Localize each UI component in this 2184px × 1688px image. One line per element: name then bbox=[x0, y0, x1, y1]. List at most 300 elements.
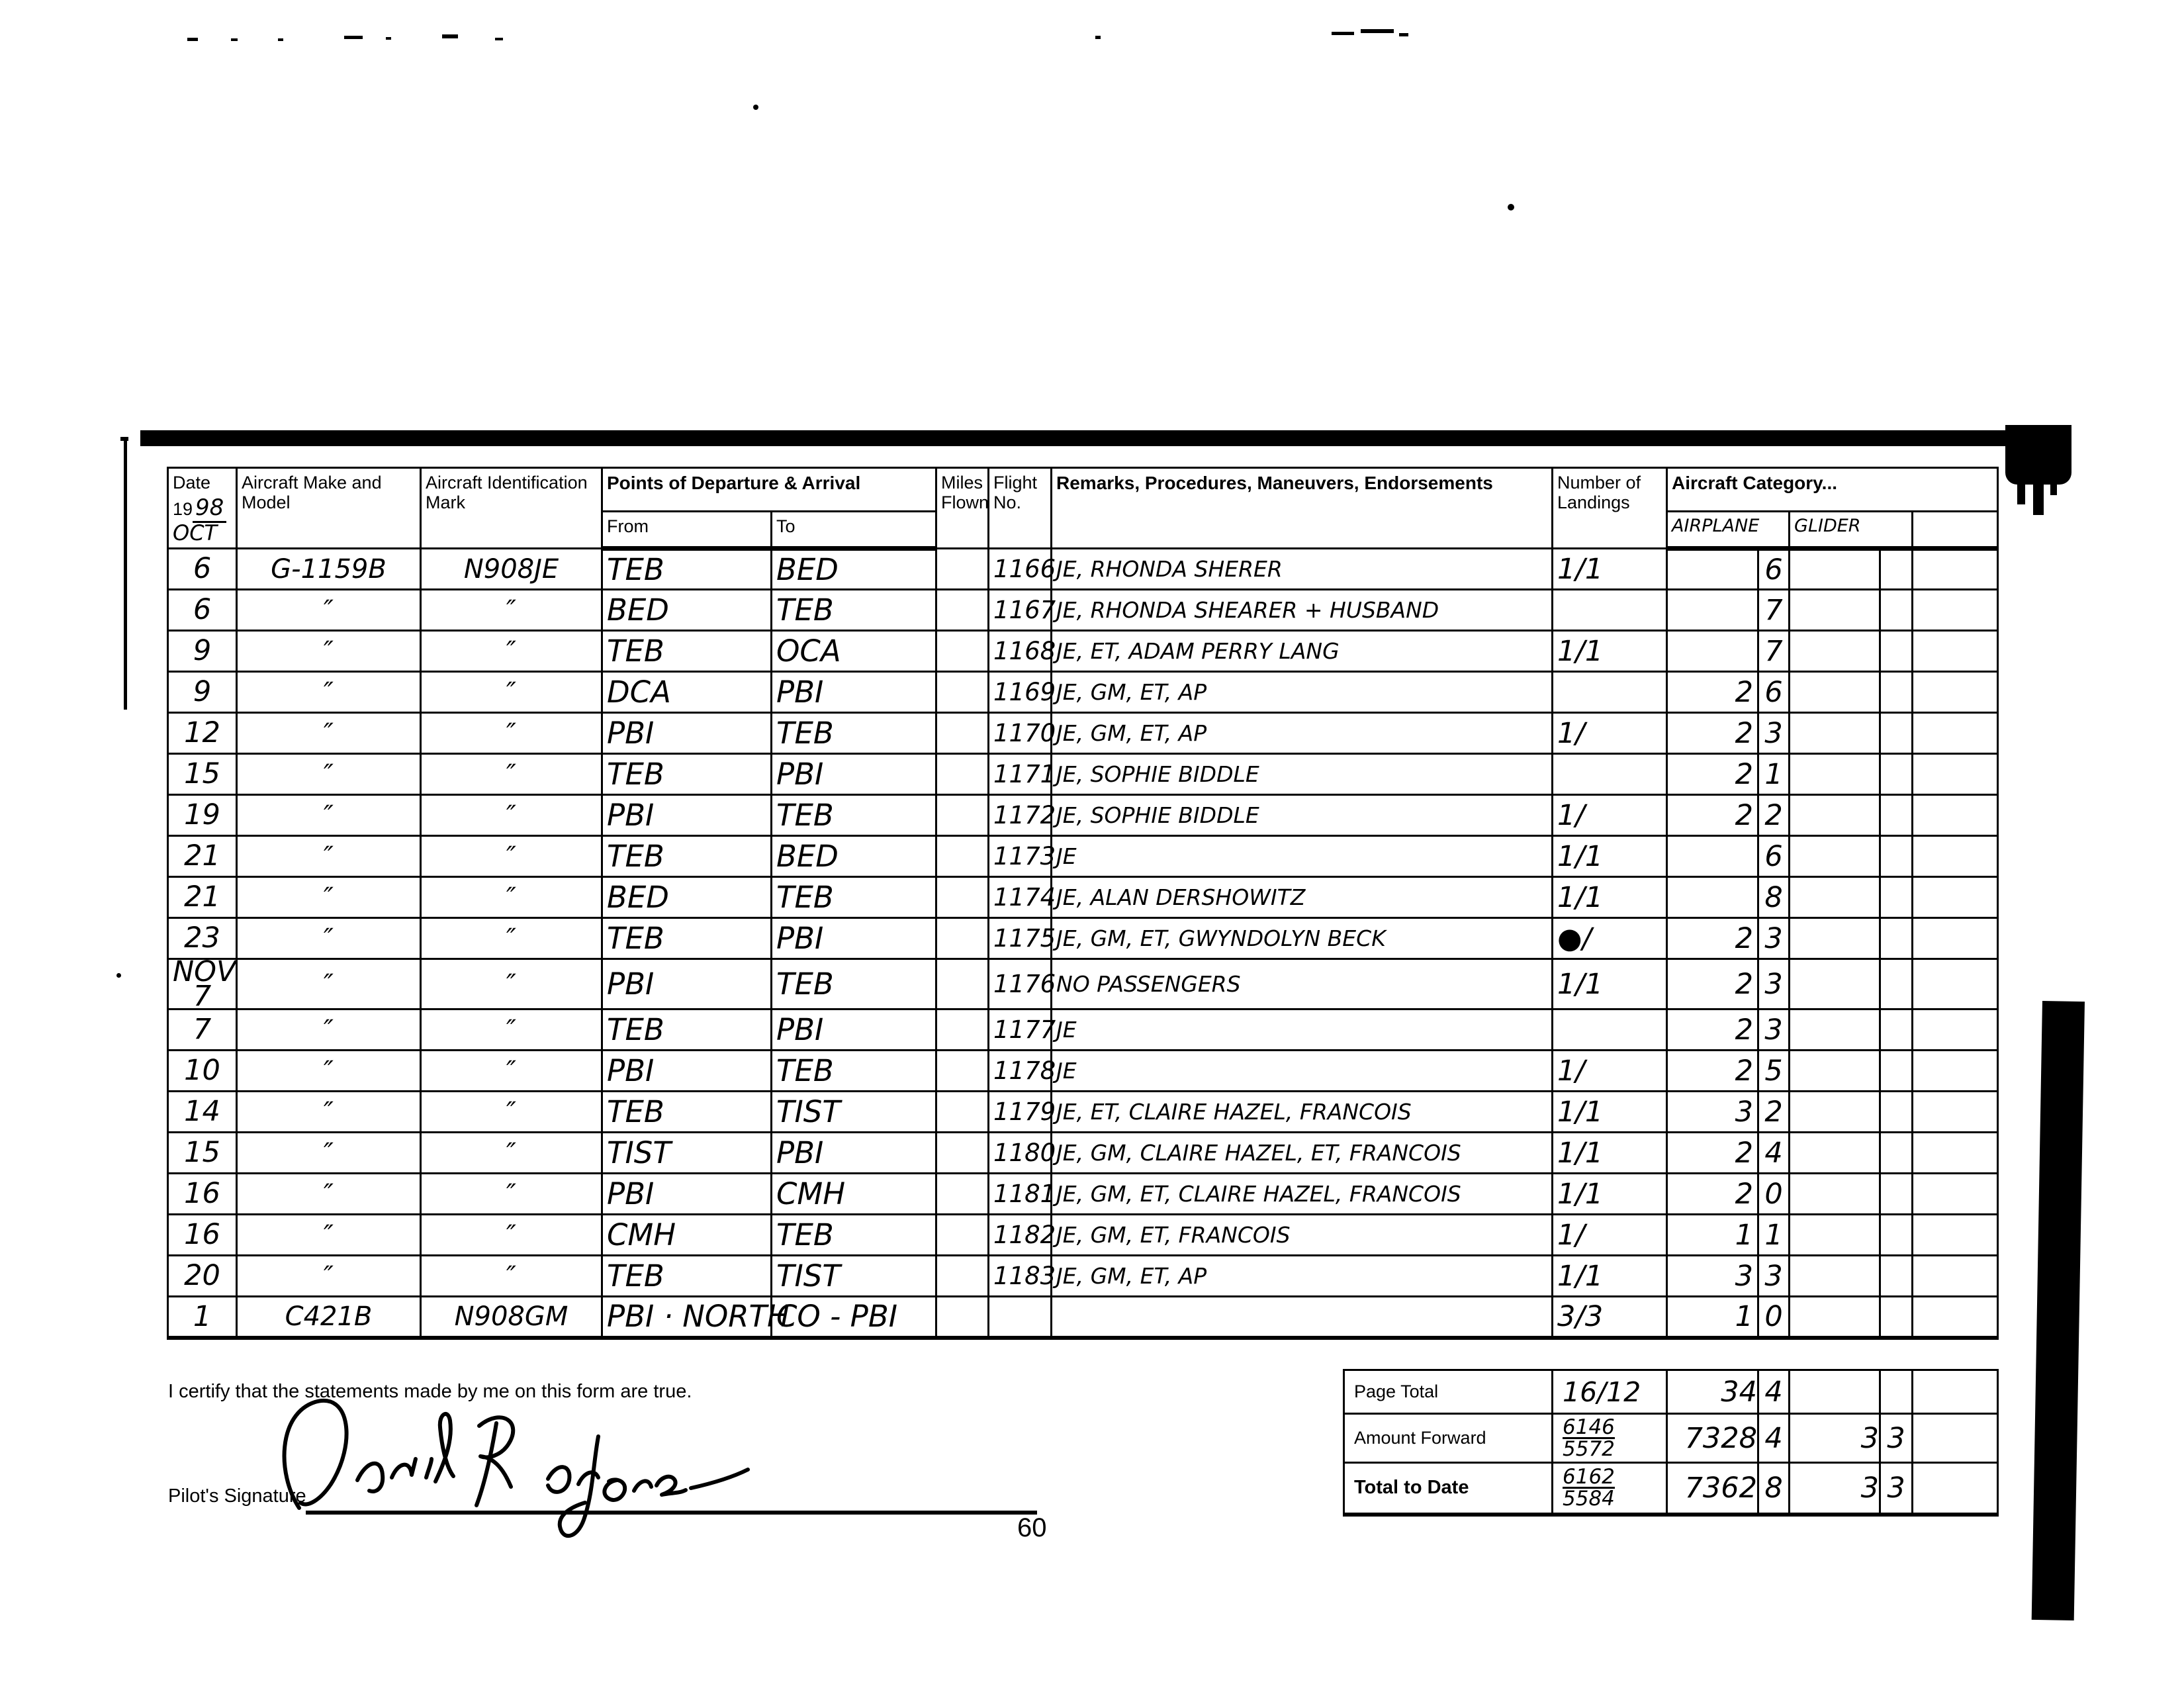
gl-t-cell bbox=[1880, 631, 1913, 672]
gl-t-cell bbox=[1880, 959, 1913, 1009]
scan-artifact bbox=[1361, 29, 1394, 33]
make-cell: ″ bbox=[237, 877, 421, 918]
ident-cell: ″ bbox=[421, 877, 602, 918]
remarks-cell: JE, ET, CLAIRE HAZEL, FRANCOIS bbox=[1052, 1092, 1553, 1133]
page-total-airplane-hours: 34 bbox=[1667, 1370, 1758, 1414]
ap-h-cell: 2 bbox=[1667, 918, 1758, 959]
ap-h-cell: 2 bbox=[1667, 1009, 1758, 1051]
gl-h-cell bbox=[1790, 918, 1880, 959]
scan-artifact bbox=[116, 973, 121, 978]
gl-t-cell bbox=[1880, 918, 1913, 959]
log-row bbox=[168, 1092, 1998, 1133]
total-to-date-row bbox=[1344, 1463, 1998, 1515]
log-row bbox=[168, 1051, 1998, 1092]
miles-cell bbox=[936, 959, 989, 1009]
extra-cell bbox=[1913, 754, 1998, 795]
gl-h-cell bbox=[1790, 1051, 1880, 1092]
ap-t-cell: 6 bbox=[1758, 672, 1790, 713]
date-cell: NOV 7 bbox=[168, 959, 237, 1009]
miles-cell bbox=[936, 918, 989, 959]
amount-forward-airplane-tenths: 4 bbox=[1758, 1414, 1790, 1463]
ident-cell: N908GM bbox=[421, 1297, 602, 1338]
date-cell: 6 bbox=[168, 549, 237, 590]
scan-artifact bbox=[344, 36, 363, 39]
miles-cell bbox=[936, 1051, 989, 1092]
ap-t-cell: 2 bbox=[1758, 795, 1790, 836]
to-cell: BED bbox=[772, 836, 936, 877]
make-cell: ″ bbox=[237, 590, 421, 631]
ap-h-cell bbox=[1667, 877, 1758, 918]
scan-artifact bbox=[1399, 33, 1408, 36]
remarks-cell: JE, GM, CLAIRE HAZEL, ET, FRANCOIS bbox=[1052, 1133, 1553, 1174]
from-cell: PBI bbox=[602, 1051, 772, 1092]
ap-h-cell: 2 bbox=[1667, 1051, 1758, 1092]
make-cell: ″ bbox=[237, 713, 421, 754]
log-row bbox=[168, 590, 1998, 631]
make-cell: ″ bbox=[237, 918, 421, 959]
extra-cell bbox=[1913, 1215, 1998, 1256]
gl-t-cell bbox=[1880, 549, 1913, 590]
gl-t-cell bbox=[1880, 1174, 1913, 1215]
flight-cell: 1171 bbox=[989, 754, 1052, 795]
gl-h-cell bbox=[1790, 754, 1880, 795]
ident-cell: ″ bbox=[421, 631, 602, 672]
scan-artifact bbox=[386, 37, 391, 40]
ap-h-cell: 2 bbox=[1667, 959, 1758, 1009]
gl-t-cell bbox=[1880, 590, 1913, 631]
log-row bbox=[168, 1009, 1998, 1051]
flight-cell bbox=[989, 1297, 1052, 1338]
from-cell: TEB bbox=[602, 1092, 772, 1133]
gl-h-cell bbox=[1790, 836, 1880, 877]
flight-cell: 1173 bbox=[989, 836, 1052, 877]
log-row bbox=[168, 1297, 1998, 1338]
gl-t-cell bbox=[1880, 1009, 1913, 1051]
miles-cell bbox=[936, 877, 989, 918]
make-cell: ″ bbox=[237, 1051, 421, 1092]
miles-cell bbox=[936, 795, 989, 836]
log-row bbox=[168, 549, 1998, 590]
date-cell: 9 bbox=[168, 631, 237, 672]
landings-cell bbox=[1553, 590, 1667, 631]
log-row bbox=[168, 1174, 1998, 1215]
ident-cell: ″ bbox=[421, 795, 602, 836]
to-column-header: To bbox=[772, 512, 936, 549]
to-cell: PBI bbox=[772, 1009, 936, 1051]
gl-h-cell bbox=[1790, 1174, 1880, 1215]
extra-cell bbox=[1913, 836, 1998, 877]
ap-t-cell: 8 bbox=[1758, 877, 1790, 918]
page-total-airplane-tenths: 4 bbox=[1758, 1370, 1790, 1414]
flight-cell: 1182 bbox=[989, 1215, 1052, 1256]
from-cell: PBI bbox=[602, 1174, 772, 1215]
landings-cell: 1/ bbox=[1553, 1051, 1667, 1092]
gl-h-cell bbox=[1790, 672, 1880, 713]
from-cell: TEB bbox=[602, 549, 772, 590]
ident-cell: ″ bbox=[421, 754, 602, 795]
ap-t-cell: 0 bbox=[1758, 1297, 1790, 1338]
log-row bbox=[168, 918, 1998, 959]
gl-t-cell bbox=[1880, 672, 1913, 713]
miles-cell bbox=[936, 754, 989, 795]
airplane-subheader: AIRPLANE bbox=[1667, 512, 1790, 549]
amount-forward-glider-tenths: 3 bbox=[1880, 1414, 1913, 1463]
gl-h-cell bbox=[1790, 795, 1880, 836]
landings-cell: 1/ bbox=[1553, 1215, 1667, 1256]
flight-cell: 1176 bbox=[989, 959, 1052, 1009]
ap-h-cell: 2 bbox=[1667, 754, 1758, 795]
make-cell: ″ bbox=[237, 754, 421, 795]
extra-cell bbox=[1913, 713, 1998, 754]
to-cell: TEB bbox=[772, 713, 936, 754]
extra-cell bbox=[1913, 1174, 1998, 1215]
extra-cell bbox=[1913, 549, 1998, 590]
ident-cell: ″ bbox=[421, 1256, 602, 1297]
landings-cell: 1/1 bbox=[1553, 1133, 1667, 1174]
make-cell: ″ bbox=[237, 1009, 421, 1051]
month-handwritten: OCT bbox=[173, 520, 218, 546]
remarks-cell: JE, GM, ET, AP bbox=[1052, 1256, 1553, 1297]
from-cell: PBI bbox=[602, 959, 772, 1009]
gl-h-cell bbox=[1790, 1256, 1880, 1297]
ident-cell: ″ bbox=[421, 1009, 602, 1051]
ap-t-cell: 5 bbox=[1758, 1051, 1790, 1092]
glider-subheader: GLIDER bbox=[1790, 512, 1913, 549]
extra-cell bbox=[1913, 1092, 1998, 1133]
gl-h-cell bbox=[1790, 1092, 1880, 1133]
gl-h-cell bbox=[1790, 590, 1880, 631]
scan-artifact bbox=[124, 438, 127, 710]
gl-t-cell bbox=[1880, 754, 1913, 795]
landings-cell: 1/1 bbox=[1553, 1092, 1667, 1133]
scan-artifact bbox=[442, 34, 458, 38]
date-column-header bbox=[168, 468, 237, 549]
gl-t-cell bbox=[1880, 795, 1913, 836]
miles-cell bbox=[936, 549, 989, 590]
extra-cell bbox=[1913, 1133, 1998, 1174]
make-cell: ″ bbox=[237, 1215, 421, 1256]
scan-artifact bbox=[2032, 1001, 2085, 1620]
remarks-cell: JE, GM, ET, AP bbox=[1052, 713, 1553, 754]
landings-cell: 1/1 bbox=[1553, 631, 1667, 672]
total-to-date-label: Total to Date bbox=[1344, 1463, 1553, 1515]
log-row bbox=[168, 754, 1998, 795]
flight-cell: 1181 bbox=[989, 1174, 1052, 1215]
ident-cell: ″ bbox=[421, 672, 602, 713]
ap-t-cell: 1 bbox=[1758, 1215, 1790, 1256]
amount-forward-label: Amount Forward bbox=[1344, 1414, 1553, 1463]
pilot-signature-label: Pilot's Signature bbox=[168, 1485, 306, 1507]
date-cell: 16 bbox=[168, 1174, 237, 1215]
page-total-glider-hours bbox=[1790, 1370, 1880, 1414]
to-cell: TIST bbox=[772, 1092, 936, 1133]
from-cell: PBI bbox=[602, 795, 772, 836]
total-to-date-glider-tenths: 3 bbox=[1880, 1463, 1913, 1515]
flight-cell: 1172 bbox=[989, 795, 1052, 836]
log-row bbox=[168, 877, 1998, 918]
remarks-cell: JE, GM, ET, CLAIRE HAZEL, FRANCOIS bbox=[1052, 1174, 1553, 1215]
total-to-date-airplane-tenths: 8 bbox=[1758, 1463, 1790, 1515]
from-cell: TEB bbox=[602, 918, 772, 959]
miles-cell bbox=[936, 1174, 989, 1215]
flight-cell: 1178 bbox=[989, 1051, 1052, 1092]
date-cell: 19 bbox=[168, 795, 237, 836]
flight-cell: 1180 bbox=[989, 1133, 1052, 1174]
scan-artifact bbox=[187, 38, 198, 41]
ident-cell: ″ bbox=[421, 1133, 602, 1174]
extra-cell bbox=[1913, 918, 1998, 959]
make-cell: ″ bbox=[237, 836, 421, 877]
gl-t-cell bbox=[1880, 836, 1913, 877]
scan-artifact bbox=[2050, 477, 2057, 495]
pilot-signature bbox=[251, 1361, 794, 1553]
gl-t-cell bbox=[1880, 877, 1913, 918]
log-row bbox=[168, 795, 1998, 836]
ident-cell: ″ bbox=[421, 1092, 602, 1133]
miles-cell bbox=[936, 1297, 989, 1338]
ap-t-cell: 7 bbox=[1758, 631, 1790, 672]
miles-cell bbox=[936, 1215, 989, 1256]
ident-column-header: Aircraft Identification Mark bbox=[421, 468, 602, 549]
remarks-cell: JE, SOPHIE BIDDLE bbox=[1052, 795, 1553, 836]
amount-forward-glider-hours: 3 bbox=[1790, 1414, 1880, 1463]
date-cell: 21 bbox=[168, 877, 237, 918]
ap-h-cell: 1 bbox=[1667, 1297, 1758, 1338]
make-cell: ″ bbox=[237, 795, 421, 836]
miles-cell bbox=[936, 1092, 989, 1133]
log-row bbox=[168, 1256, 1998, 1297]
gl-h-cell bbox=[1790, 1133, 1880, 1174]
ap-t-cell: 2 bbox=[1758, 1092, 1790, 1133]
date-cell: 16 bbox=[168, 1215, 237, 1256]
ap-h-cell: 3 bbox=[1667, 1092, 1758, 1133]
make-cell: ″ bbox=[237, 1256, 421, 1297]
make-cell: ″ bbox=[237, 1092, 421, 1133]
make-cell: ″ bbox=[237, 672, 421, 713]
page-total-landings: 16/12 bbox=[1553, 1370, 1667, 1414]
total-to-date-landings: 6162 5584 bbox=[1553, 1463, 1667, 1515]
make-cell: ″ bbox=[237, 1133, 421, 1174]
make-cell: ″ bbox=[237, 631, 421, 672]
gl-h-cell bbox=[1790, 1297, 1880, 1338]
gl-h-cell bbox=[1790, 549, 1880, 590]
from-cell: PBI bbox=[602, 713, 772, 754]
ident-cell: ″ bbox=[421, 1174, 602, 1215]
gl-t-cell bbox=[1880, 1092, 1913, 1133]
extra-cell bbox=[1913, 795, 1998, 836]
category-column-header: Aircraft Category... bbox=[1667, 468, 1998, 512]
gl-h-cell bbox=[1790, 877, 1880, 918]
flight-cell: 1175 bbox=[989, 918, 1052, 959]
remarks-cell: JE, GM, ET, AP bbox=[1052, 672, 1553, 713]
from-column-header: From bbox=[602, 512, 772, 549]
flight-cell: 1167 bbox=[989, 590, 1052, 631]
scan-artifact bbox=[1095, 36, 1101, 39]
extra-cell bbox=[1913, 1009, 1998, 1051]
totals-table bbox=[1343, 1369, 1999, 1517]
amount-forward-landings: 6146 5572 bbox=[1553, 1414, 1667, 1463]
certification-text: I certify that the statements made by me on this form are true. bbox=[168, 1381, 692, 1402]
ident-cell: ″ bbox=[421, 1051, 602, 1092]
ap-h-cell bbox=[1667, 590, 1758, 631]
remarks-cell: JE bbox=[1052, 1009, 1553, 1051]
flight-cell: 1179 bbox=[989, 1092, 1052, 1133]
flight-cell: 1183 bbox=[989, 1256, 1052, 1297]
log-row bbox=[168, 836, 1998, 877]
log-row bbox=[168, 1215, 1998, 1256]
gl-h-cell bbox=[1790, 713, 1880, 754]
remarks-column-header: Remarks, Procedures, Maneuvers, Endorsements bbox=[1052, 468, 1553, 549]
ap-h-cell: 2 bbox=[1667, 1133, 1758, 1174]
remarks-cell: JE, ET, ADAM PERRY LANG bbox=[1052, 631, 1553, 672]
miles-column-header: Miles Flown bbox=[936, 468, 989, 549]
landings-cell: 1/1 bbox=[1553, 959, 1667, 1009]
miles-cell bbox=[936, 672, 989, 713]
from-cell: TIST bbox=[602, 1133, 772, 1174]
to-cell: TEB bbox=[772, 590, 936, 631]
remarks-cell: JE bbox=[1052, 1051, 1553, 1092]
ap-t-cell: 1 bbox=[1758, 754, 1790, 795]
miles-cell bbox=[936, 590, 989, 631]
year-prefix: 19 bbox=[173, 499, 193, 520]
year-handwritten: 98 bbox=[193, 494, 226, 523]
flight-column-header: Flight No. bbox=[989, 468, 1052, 549]
landings-cell: 1/1 bbox=[1553, 1256, 1667, 1297]
from-cell: TEB bbox=[602, 1256, 772, 1297]
page-number: 60 bbox=[1017, 1513, 1047, 1542]
ap-t-cell: 6 bbox=[1758, 836, 1790, 877]
date-cell: 9 bbox=[168, 672, 237, 713]
landings-cell: 1/ bbox=[1553, 713, 1667, 754]
to-cell: TEB bbox=[772, 1051, 936, 1092]
to-cell: TEB bbox=[772, 959, 936, 1009]
ap-t-cell: 7 bbox=[1758, 590, 1790, 631]
log-row bbox=[168, 631, 1998, 672]
ap-h-cell: 1 bbox=[1667, 1215, 1758, 1256]
date-cell: 21 bbox=[168, 836, 237, 877]
log-row bbox=[168, 959, 1998, 1009]
to-cell: PBI bbox=[772, 672, 936, 713]
ap-h-cell: 2 bbox=[1667, 1174, 1758, 1215]
ap-h-cell bbox=[1667, 631, 1758, 672]
scan-artifact bbox=[1332, 32, 1354, 35]
log-row bbox=[168, 713, 1998, 754]
ap-h-cell bbox=[1667, 549, 1758, 590]
remarks-cell: JE, GM, ET, FRANCOIS bbox=[1052, 1215, 1553, 1256]
flight-cell: 1168 bbox=[989, 631, 1052, 672]
to-cell: TEB bbox=[772, 877, 936, 918]
scan-artifact bbox=[2005, 425, 2071, 485]
flight-cell: 1170 bbox=[989, 713, 1052, 754]
miles-cell bbox=[936, 631, 989, 672]
scan-artifact bbox=[278, 38, 283, 41]
total-to-date-glider-hours: 3 bbox=[1790, 1463, 1880, 1515]
from-cell: TEB bbox=[602, 754, 772, 795]
logbook-table bbox=[167, 467, 1999, 1340]
extra-cell bbox=[1913, 959, 1998, 1009]
gl-t-cell bbox=[1880, 1256, 1913, 1297]
ap-t-cell: 3 bbox=[1758, 918, 1790, 959]
to-cell: PBI bbox=[772, 1133, 936, 1174]
extra-cell bbox=[1913, 631, 1998, 672]
scan-artifact bbox=[2017, 481, 2025, 504]
miles-cell bbox=[936, 713, 989, 754]
scan-artifact bbox=[753, 105, 758, 110]
extra-cell bbox=[1913, 1051, 1998, 1092]
ident-cell: ″ bbox=[421, 836, 602, 877]
remarks-cell bbox=[1052, 1297, 1553, 1338]
date-cell: 6 bbox=[168, 590, 237, 631]
ap-h-cell: 2 bbox=[1667, 795, 1758, 836]
flight-cell: 1177 bbox=[989, 1009, 1052, 1051]
from-cell: BED bbox=[602, 590, 772, 631]
flight-cell: 1169 bbox=[989, 672, 1052, 713]
amount-forward-airplane-hours: 7328 bbox=[1667, 1414, 1758, 1463]
date-cell: 14 bbox=[168, 1092, 237, 1133]
miles-cell bbox=[936, 1256, 989, 1297]
ap-h-cell: 2 bbox=[1667, 713, 1758, 754]
gl-t-cell bbox=[1880, 1215, 1913, 1256]
ident-cell: N908JE bbox=[421, 549, 602, 590]
date-cell: 7 bbox=[168, 1009, 237, 1051]
scan-artifact bbox=[495, 38, 503, 40]
from-cell: DCA bbox=[602, 672, 772, 713]
date-cell: 20 bbox=[168, 1256, 237, 1297]
landings-cell bbox=[1553, 1009, 1667, 1051]
scan-artifact bbox=[120, 437, 128, 441]
remarks-cell: JE, RHONDA SHEARER + HUSBAND bbox=[1052, 590, 1553, 631]
from-cell: BED bbox=[602, 877, 772, 918]
landings-column-header: Number of Landings bbox=[1553, 468, 1667, 549]
extra-cell bbox=[1913, 1256, 1998, 1297]
date-label: Date bbox=[173, 473, 211, 492]
ap-t-cell: 3 bbox=[1758, 713, 1790, 754]
remarks-cell: NO PASSENGERS bbox=[1052, 959, 1553, 1009]
landings-cell: 1/1 bbox=[1553, 549, 1667, 590]
from-cell: TEB bbox=[602, 631, 772, 672]
log-row bbox=[168, 1133, 1998, 1174]
ap-h-cell: 3 bbox=[1667, 1256, 1758, 1297]
landings-cell: 1/ bbox=[1553, 795, 1667, 836]
date-cell: 10 bbox=[168, 1051, 237, 1092]
from-cell: TEB bbox=[602, 1009, 772, 1051]
miles-cell bbox=[936, 1009, 989, 1051]
ap-t-cell: 3 bbox=[1758, 1009, 1790, 1051]
date-cell: 23 bbox=[168, 918, 237, 959]
to-cell: PBI bbox=[772, 754, 936, 795]
gl-t-cell bbox=[1880, 1133, 1913, 1174]
gl-h-cell bbox=[1790, 631, 1880, 672]
date-cell: 15 bbox=[168, 754, 237, 795]
to-cell: TEB bbox=[772, 795, 936, 836]
make-cell: C421B bbox=[237, 1297, 421, 1338]
extra-cell bbox=[1913, 877, 1998, 918]
remarks-cell: JE, ALAN DERSHOWITZ bbox=[1052, 877, 1553, 918]
scan-artifact bbox=[140, 430, 2028, 446]
ap-h-cell bbox=[1667, 836, 1758, 877]
page-total-row bbox=[1344, 1370, 1998, 1414]
extra-cell bbox=[1913, 590, 1998, 631]
make-cell: ″ bbox=[237, 1174, 421, 1215]
scan-artifact bbox=[231, 38, 238, 41]
landings-cell bbox=[1553, 672, 1667, 713]
from-cell: CMH bbox=[602, 1215, 772, 1256]
date-cell: 1 bbox=[168, 1297, 237, 1338]
log-row bbox=[168, 672, 1998, 713]
ident-cell: ″ bbox=[421, 959, 602, 1009]
miles-cell bbox=[936, 1133, 989, 1174]
landings-cell: 1/1 bbox=[1553, 877, 1667, 918]
